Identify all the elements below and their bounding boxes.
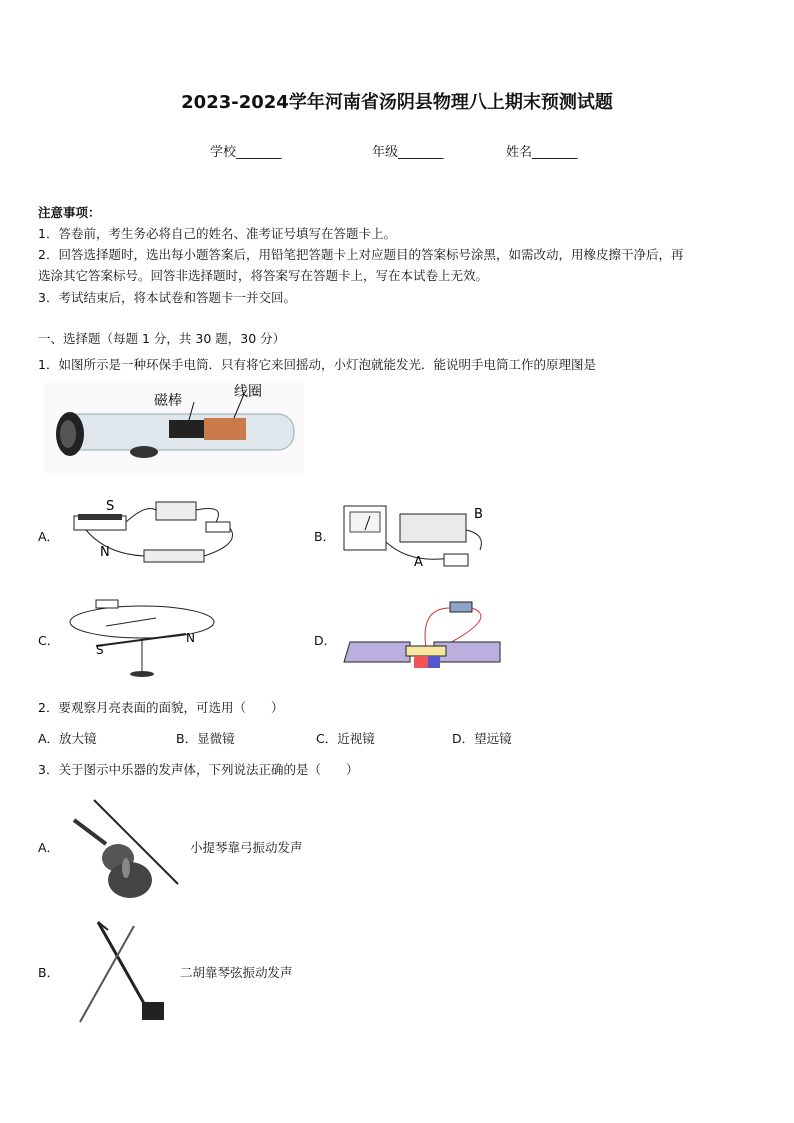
q2-stem: 2．要观察月亮表面的面貌，可选用（ ） xyxy=(38,700,284,715)
q1-option-d: D． xyxy=(314,633,337,648)
q2-option-b: B．显微镜 xyxy=(176,731,235,746)
fig-a-n-label: N xyxy=(100,545,110,560)
page-title: 2023-2024学年河南省汤阴县物理八上期末预测试题 xyxy=(181,92,613,113)
q1-option-c: C． xyxy=(38,633,60,648)
fig-a-s-label: S xyxy=(106,499,115,514)
section-heading: 一、选择题（每题 1 分，共 30 题，30 分） xyxy=(38,331,286,346)
fig-b-a-label: A xyxy=(414,555,423,570)
q3-option-b-text: 二胡靠琴弦振动发声 xyxy=(180,965,293,980)
q2-option-c: C．近视镜 xyxy=(316,731,375,746)
notice-heading: 注意事项： xyxy=(38,205,101,220)
erhu-figure xyxy=(74,918,174,1028)
flashlight-figure xyxy=(44,382,304,474)
name-field: 姓名_______ xyxy=(506,145,578,160)
notice-item-2-cont: 选涂其它答案标号。回答非选择题时，将答案写在答题卡上，写在本试卷上无效。 xyxy=(38,268,489,283)
option-b-figure xyxy=(340,494,494,574)
option-c-figure xyxy=(66,594,220,684)
option-d-figure xyxy=(340,598,506,678)
q2-option-d: D．望远镜 xyxy=(452,731,512,746)
q3-option-a-label: A． xyxy=(38,840,60,855)
fig-c-s-label: S xyxy=(96,643,104,657)
q3-option-b-label: B． xyxy=(38,965,60,980)
fig-b-b-label: B xyxy=(474,507,483,522)
coil-label: 线圈 xyxy=(234,384,262,400)
q3-option-a-text: 小提琴靠弓振动发声 xyxy=(190,840,303,855)
q3-stem: 3．关于图示中乐器的发声体，下列说法正确的是（ ） xyxy=(38,762,359,777)
q1-option-a: A． xyxy=(38,529,60,544)
option-a-figure xyxy=(66,494,244,570)
notice-item-1: 1．答卷前，考生务必将自己的姓名、准考证号填写在答题卡上。 xyxy=(38,226,396,241)
fig-c-n-label: N xyxy=(186,631,195,645)
school-field: 学校_______ xyxy=(210,145,282,160)
notice-item-2: 2．回答选择题时，选出每小题答案后，用铅笔把答题卡上对应题目的答案标号涂黑，如需改动，用橡皮擦干净后，再 xyxy=(38,247,684,262)
grade-field: 年级_______ xyxy=(372,145,444,160)
notice-item-3: 3．考试结束后，将本试卷和答题卡一并交回。 xyxy=(38,290,296,305)
q1-stem: 1．如图所示是一种环保手电筒．只有将它来回摇动，小灯泡就能发光．能说明手电筒工作的原理图是 xyxy=(38,357,596,372)
violin-figure xyxy=(66,796,186,902)
q2-option-a: A．放大镜 xyxy=(38,731,97,746)
q1-option-b: B． xyxy=(314,529,336,544)
magnet-label: 磁棒 xyxy=(154,393,182,409)
